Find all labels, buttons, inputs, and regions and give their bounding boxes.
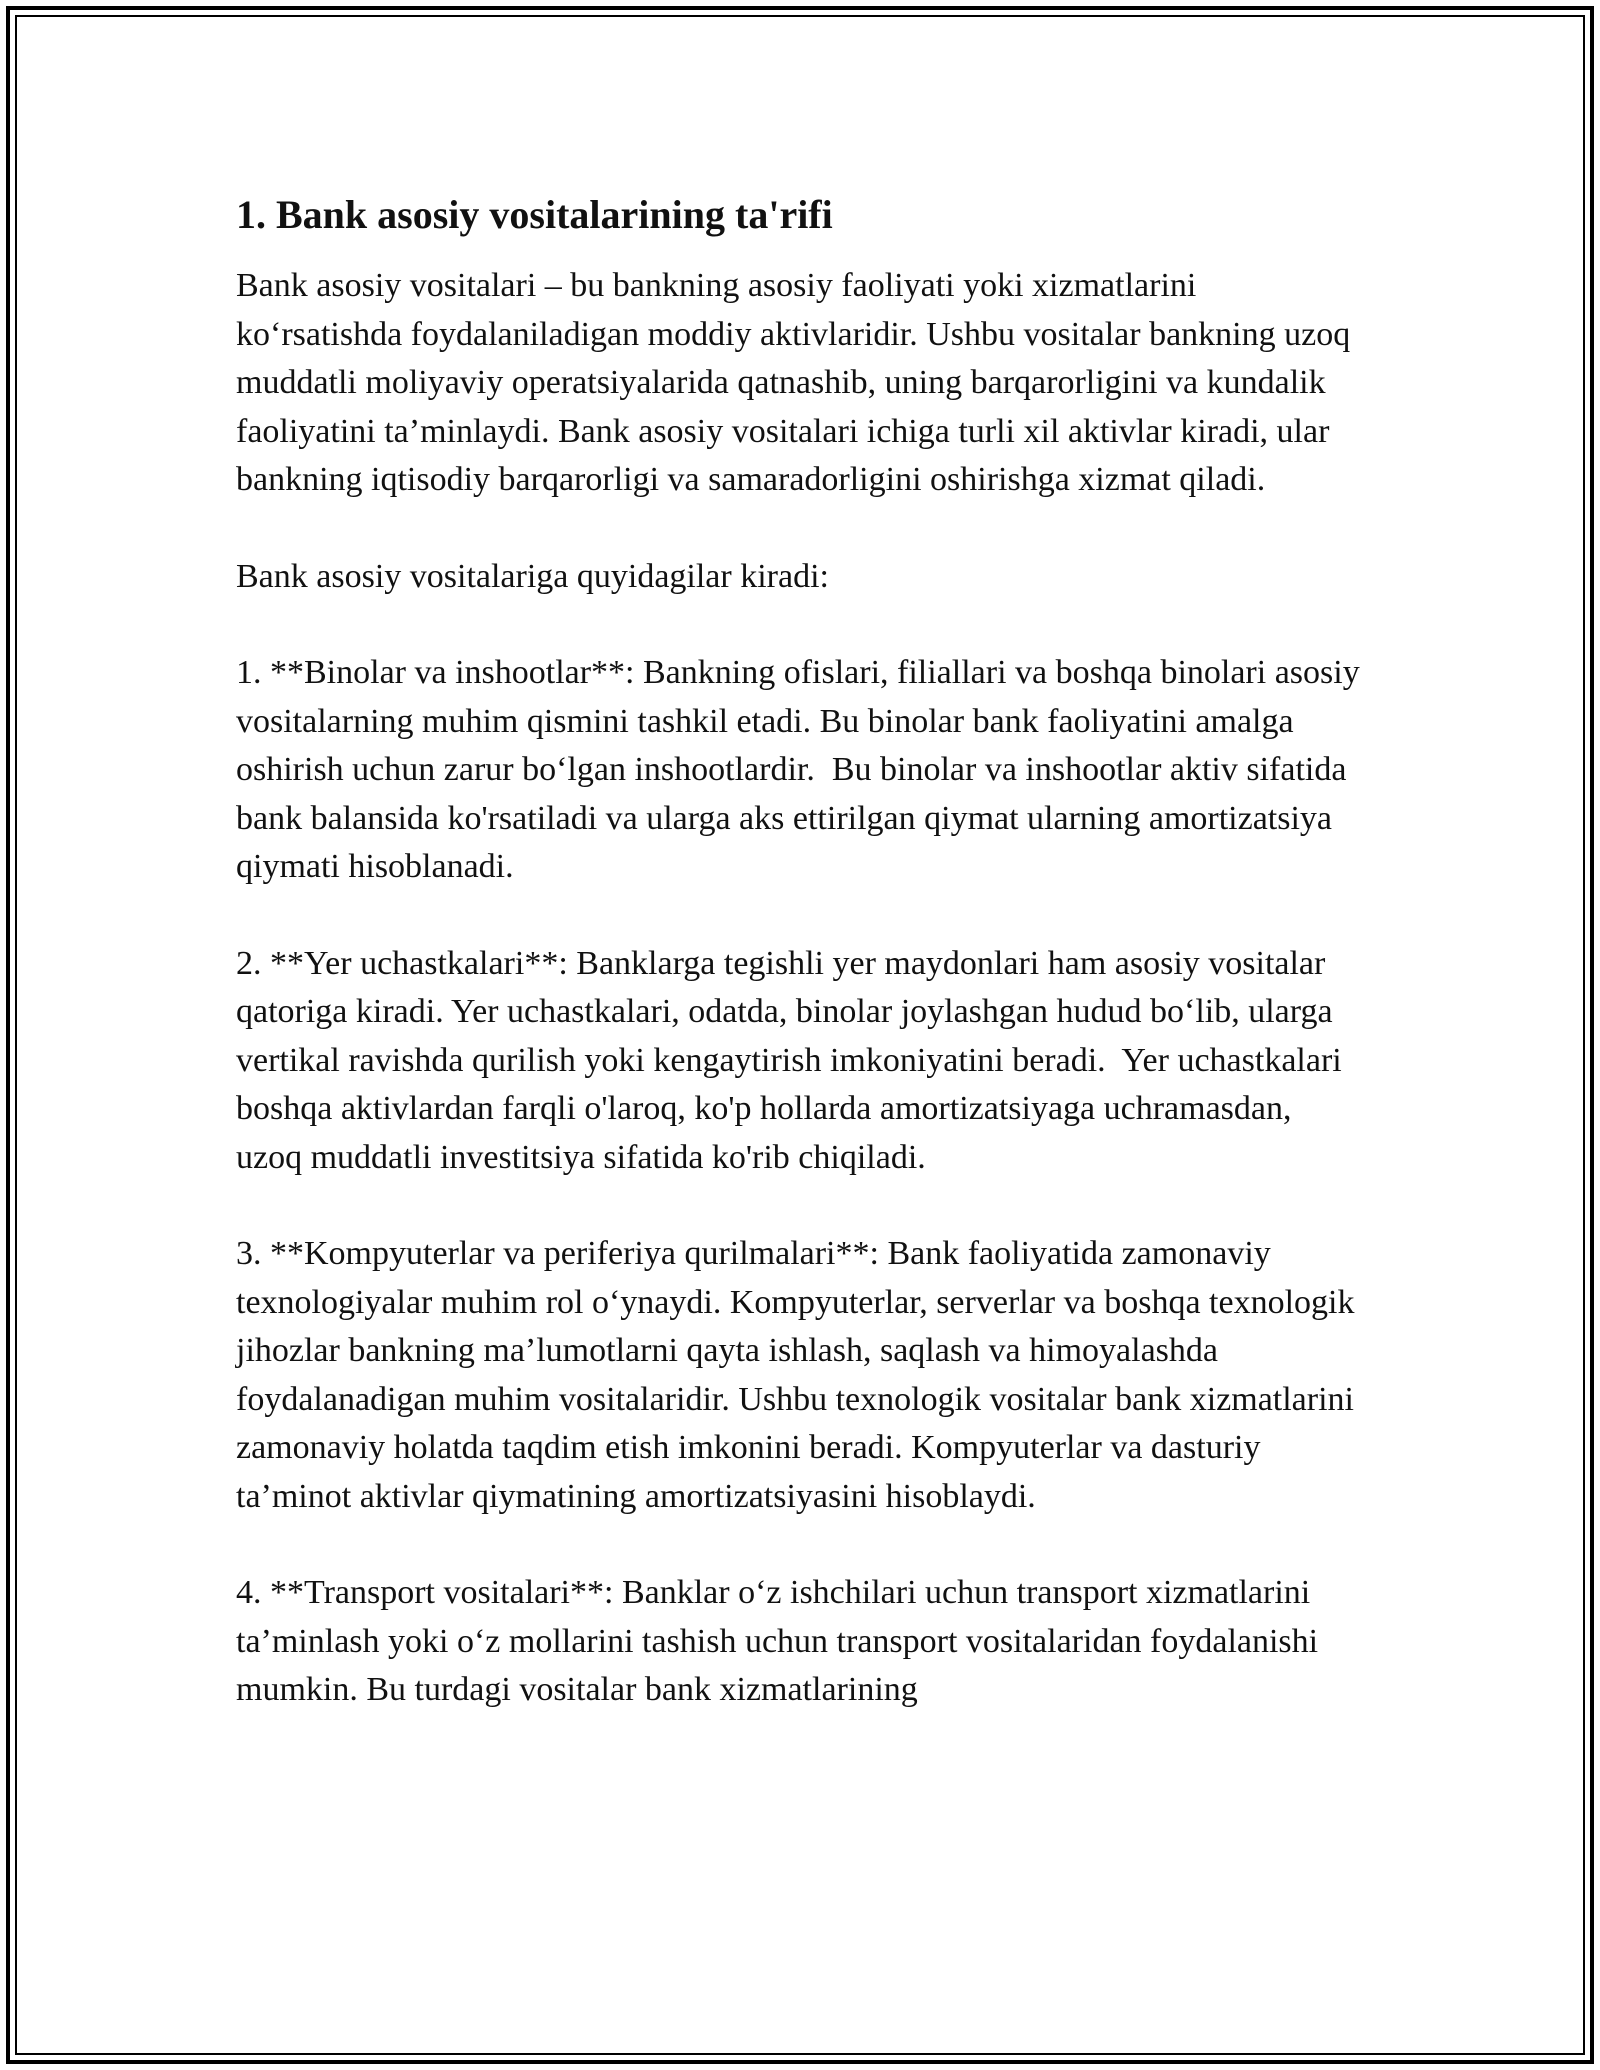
list-intro-paragraph: Bank asosiy vositalariga quyidagilar kiradi:: [236, 557, 829, 595]
section-heading: 1. Bank asosiy vositalarining ta'rifi: [236, 192, 833, 237]
list-item-buildings: 1. **Binolar va inshootlar**: Bankning ofislari, filiallari va boshqa binolari asosiy vositalarning muhim qismini tashkil etadi. Bu binolar bank faoliyatini amalga oshirish uchun zarur bo‘lgan inshootlardir. Bu binolar va inshootlar aktiv sifatida bank balansida ko'rsatiladi va ularga aks ettirilgan qiymat ularning amortizatsiya qiymati hisoblanadi.: [236, 654, 1369, 885]
list-item-computers: 3. **Kompyuterlar va periferiya qurilmalari**: Bank faoliyatida zamonaviy texnologiyalar muhim rol o‘ynaydi. Kompyuterlar, serverlar va boshqa texnologik jihozlar bankning ma’lumotlarni qayta ishlash, saqlash va himoyalashda foydalanadigan muhim vositalaridir. Ushbu texnologik vositalar bank xizmatlarini zamonaviy holatda taqdim etish imkonini beradi. Kompyuterlar va dasturiy ta’minot aktivlar qiymatining amortizatsiyasini hisoblaydi.: [236, 1235, 1363, 1515]
document-body: [236, 190, 1369, 1763]
list-item-land: 2. **Yer uchastkalari**: Banklarga tegishli yer maydonlari ham asosiy vositalar qatoriga kiradi. Yer uchastkalari, odatda, binolar joylashgan hudud bo‘lib, ularga vertikal ravishda qurilish yoki kengaytirish imkoniyatini beradi. Yer uchastkalari boshqa aktivlardan farqli o'laroq, ko'p hollarda amortizatsiyaga uchramasdan, uzoq muddatli investitsiya sifatida ko'rib chiqiladi.: [236, 944, 1351, 1176]
intro-paragraph: Bank asosiy vositalari – bu bankning asosiy faoliyati yoki xizmatlarini ko‘rsatishda foydalaniladigan moddiy aktivlaridir. Ushbu vositalar bankning uzoq muddatli moliyaviy operatsiyalarida qatnashib, uning barqarorligini va kundalik faoliyatini ta’minlaydi. Bank asosiy vositalari ichiga turli xil aktivlar kiradi, ular bankning iqtisodiy barqarorligi va samaradorligini oshirishga xizmat qiladi.: [236, 267, 1359, 498]
list-item-transport: 4. **Transport vositalari**: Banklar o‘z ishchilari uchun transport xizmatlarini ta’minlash yoki o‘z mollarini tashish uchun transport vositalaridan foydalanishi mumkin. Bu turdagi vositalar bank xizmatlarining: [236, 1574, 1327, 1708]
